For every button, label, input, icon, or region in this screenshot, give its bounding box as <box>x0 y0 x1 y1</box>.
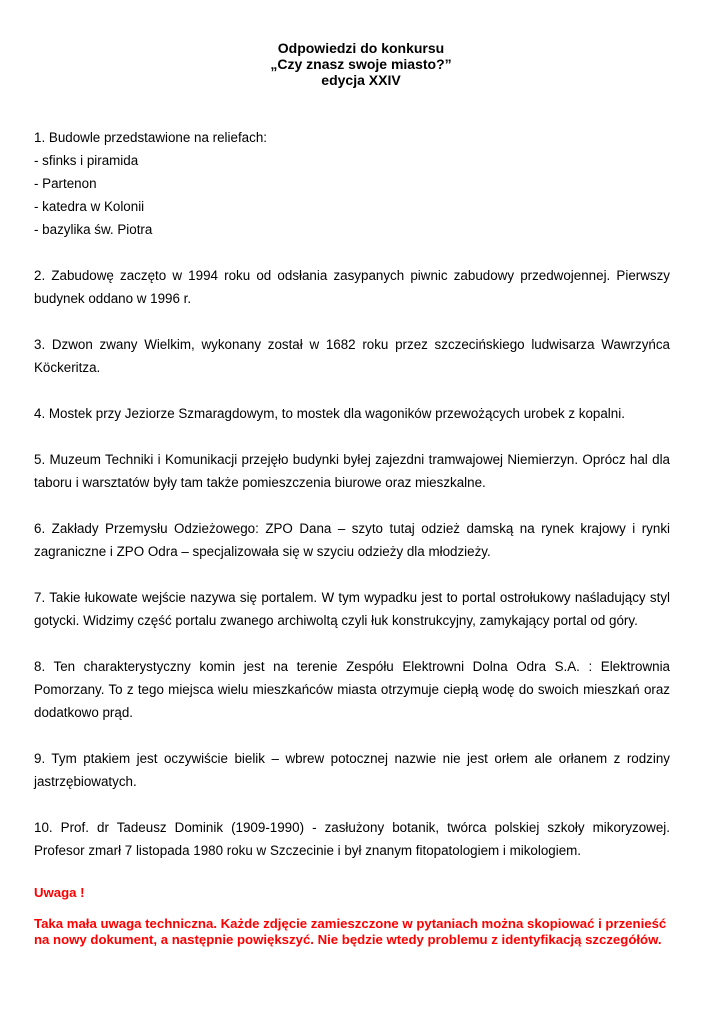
title-line-3: edycja XXIV <box>321 72 401 88</box>
answer-4: 4. Mostek przy Jeziorze Szmaragdowym, to mostek dla wagoników przewożących urobek z kopalni. <box>34 406 625 421</box>
answer-1-heading: 1. Budowle przedstawione na reliefach: <box>34 130 267 145</box>
answer-10: 10. Prof. dr Tadeusz Dominik (1909-1990) - zasłużony botanik, twórca polskiej szkoły mikoryzowej. Profesor zmarł 7 listopada 1980 roku w Szczecinie i był znanym fitopatologiem i mikologiem. <box>34 820 670 858</box>
document-page <box>34 40 670 948</box>
answer-1-item: - Partenon <box>34 176 97 191</box>
answer-9: 9. Tym ptakiem jest oczywiście bielik – wbrew potocznej nazwie nie jest orłem ale orłanem z rodziny jastrzębiowatych. <box>34 751 670 789</box>
notice-heading: Uwaga ! <box>34 885 85 900</box>
answer-1-item: - katedra w Kolonii <box>34 199 145 214</box>
answer-5: 5. Muzeum Techniki i Komunikacji przejęło budynki byłej zajezdni tramwajowej Niemierzyn. Oprócz hal dla taboru i warsztatów były tam także pomieszczenia biurowe oraz mieszkalne. <box>34 452 670 490</box>
answer-2: 2. Zabudowę zaczęto w 1994 roku od odsłania zasypanych piwnic zabudowy przedwojennej. Pierwszy budynek oddano w 1996 r. <box>34 268 670 306</box>
document-title <box>52 40 670 88</box>
notice-body: Taka mała uwaga techniczna. Każde zdjęcie zamieszczone w pytaniach można skopiować i przenieść na nowy dokument, a następnie powiększyć. Nie będzie wtedy problemu z identyfikacją szczegółów. <box>34 916 667 947</box>
title-line-2: „Czy znasz swoje miasto?” <box>270 56 452 72</box>
answer-1 <box>34 126 670 241</box>
answer-3: 3. Dzwon zwany Wielkim, wykonany został w 1682 roku przez szczecińskiego ludwisarza Wawrzyńca Köckeritza. <box>34 337 670 375</box>
technical-notice <box>34 885 670 948</box>
answer-1-item: - sfinks i piramida <box>34 153 139 168</box>
answer-7: 7. Takie łukowate wejście nazywa się portalem. W tym wypadku jest to portal ostrołukowy naśladujący styl gotycki. Widzimy część portalu zwanego archiwoltą czyli łuk konstrukcyjny, zamykający portal od góry. <box>34 590 670 628</box>
answer-6: 6. Zakłady Przemysłu Odzieżowego: ZPO Dana – szyto tutaj odzież damską na rynek krajowy i rynki zagraniczne i ZPO Odra – specjalizowała się w szyciu odzieży dla młodzieży. <box>34 521 670 559</box>
title-line-1: Odpowiedzi do konkursu <box>277 40 445 56</box>
answer-8: 8. Ten charakterystyczny komin jest na terenie Zespółu Elektrowni Dolna Odra S.A. : Elektrownia Pomorzany. To z tego miejsca wielu mieszkańców miasta otrzymuje ciepłą wodę do swoich mieszkań oraz dodatkowo prąd. <box>34 659 670 720</box>
answer-1-item: - bazylika św. Piotra <box>34 222 153 237</box>
